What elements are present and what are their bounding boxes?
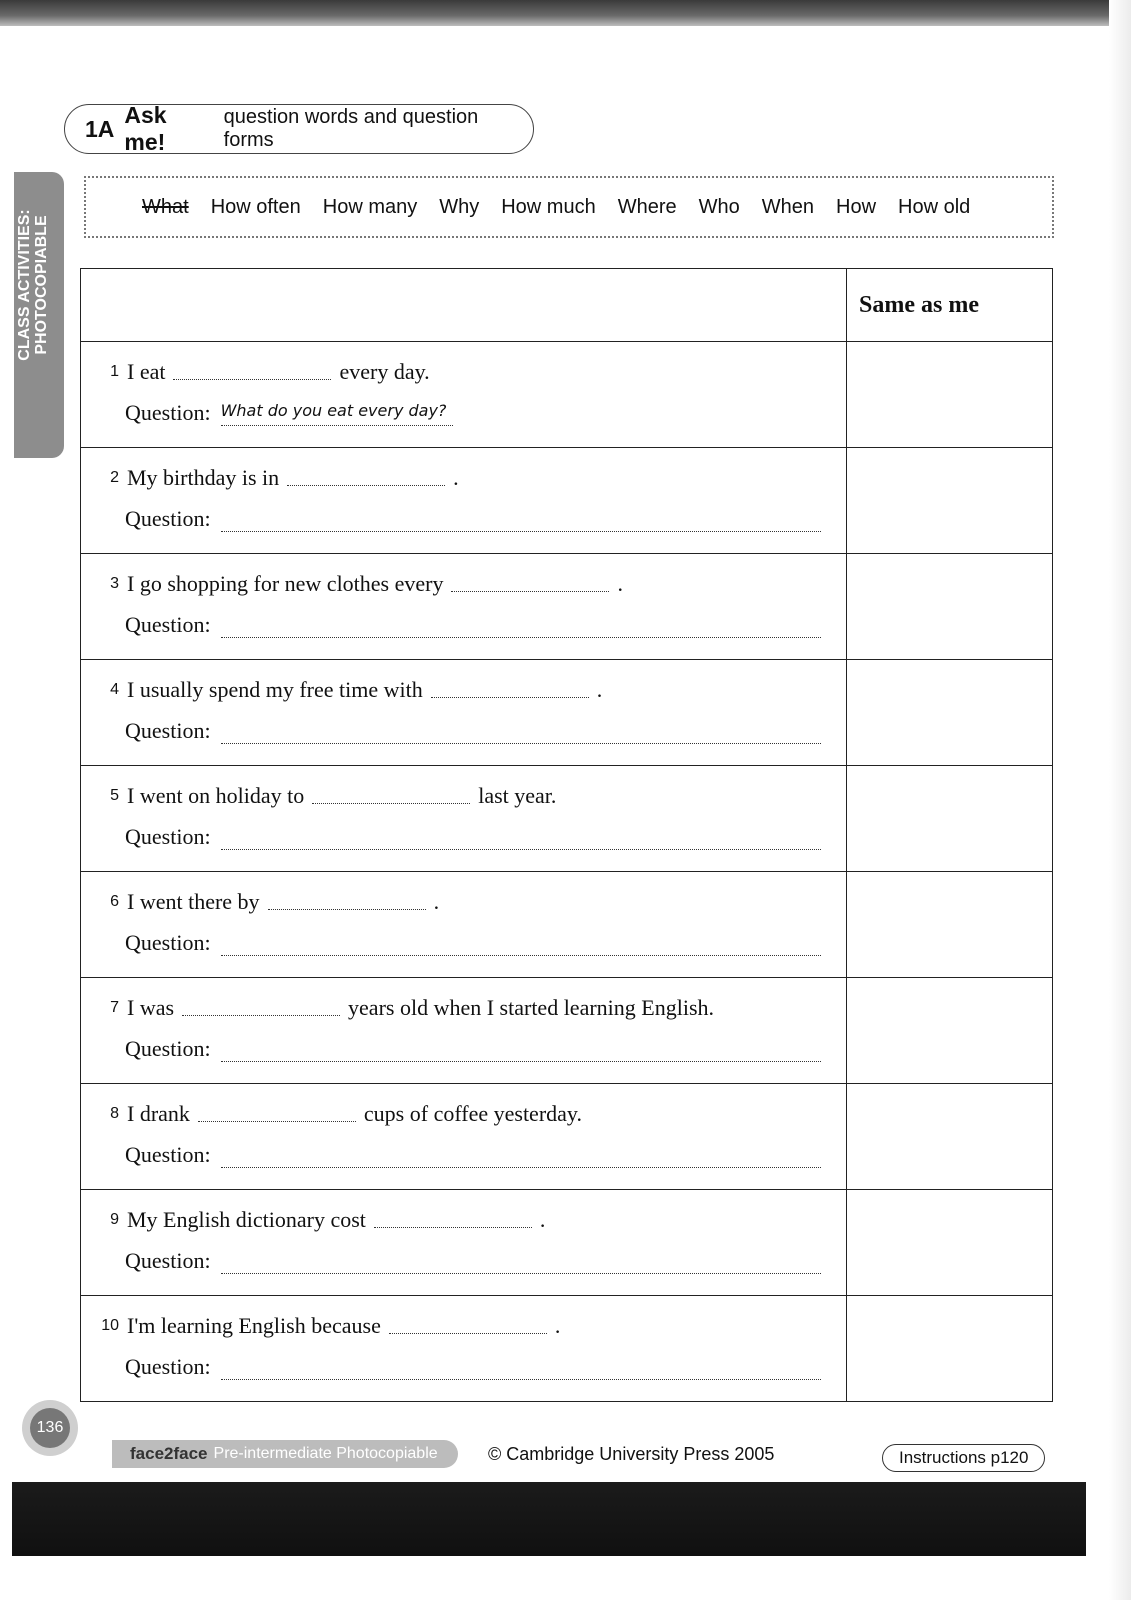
question-label: Question:	[125, 1354, 211, 1379]
question-line	[125, 506, 846, 532]
side-tab-label	[16, 170, 50, 400]
table-row	[81, 1190, 1053, 1296]
table-row	[81, 660, 1053, 766]
table-row	[81, 554, 1053, 660]
sentence	[101, 670, 846, 710]
item-number: 6	[110, 893, 119, 910]
question-word-box	[84, 176, 1054, 238]
same-as-me-cell[interactable]	[847, 1296, 1053, 1402]
sentence-start: My English dictionary cost	[127, 1207, 366, 1232]
item-number: 4	[110, 681, 119, 698]
sentence	[101, 352, 846, 392]
question-answer-field[interactable]: What do you eat every day?	[221, 401, 453, 426]
sentence-end: last year.	[478, 783, 557, 808]
sentence-end: years old when I started learning English.	[348, 995, 715, 1020]
table-row	[81, 1084, 1053, 1190]
sentence-end: .	[433, 889, 440, 914]
unit-header	[64, 104, 534, 154]
scan-top-border	[0, 0, 1131, 26]
gap-blank[interactable]	[287, 471, 445, 486]
same-as-me-cell[interactable]	[847, 554, 1053, 660]
question-answer-field[interactable]	[221, 1143, 821, 1168]
sentence-cell	[81, 978, 847, 1084]
page-number-badge: 136	[30, 1408, 70, 1448]
gap-blank[interactable]	[374, 1213, 532, 1228]
item-number: 10	[101, 1317, 119, 1334]
sentence	[101, 882, 846, 922]
question-line	[125, 612, 846, 638]
sentence-start: I drank	[127, 1101, 190, 1126]
same-as-me-cell[interactable]	[847, 872, 1053, 978]
item-number: 5	[110, 787, 119, 804]
activity-table	[80, 268, 1053, 1402]
sentence	[101, 776, 846, 816]
question-word: How	[836, 195, 877, 218]
question-word: Who	[698, 195, 740, 218]
question-label: Question:	[125, 612, 211, 637]
side-tab-line1: CLASS ACTIVITIES:	[16, 209, 33, 361]
sentence	[101, 1306, 846, 1346]
instructions-ref: Instructions p120	[882, 1444, 1045, 1472]
copyright: © Cambridge University Press 2005	[488, 1444, 775, 1464]
question-label: Question:	[125, 930, 211, 955]
item-number: 2	[110, 469, 119, 486]
question-line	[125, 1354, 846, 1380]
question-line	[125, 824, 846, 850]
same-as-me-cell[interactable]	[847, 1190, 1053, 1296]
question-answer-field[interactable]	[221, 1037, 821, 1062]
sentence-end: .	[453, 465, 459, 490]
unit-title: Ask me!	[124, 102, 167, 155]
question-line	[125, 718, 846, 744]
series-name: Pre-intermediate Photocopiable	[213, 1445, 438, 1462]
sentence	[101, 1200, 846, 1240]
table-row	[81, 448, 1053, 554]
sentence	[101, 1094, 846, 1134]
gap-blank[interactable]	[173, 365, 331, 380]
question-line	[125, 1142, 846, 1168]
question-word: How much	[501, 195, 596, 218]
same-as-me-cell[interactable]	[847, 1084, 1053, 1190]
question-word: How many	[322, 195, 418, 218]
sentence-cell	[81, 554, 847, 660]
sentence-end: .	[617, 571, 623, 596]
same-as-me-cell[interactable]	[847, 978, 1053, 1084]
question-label: Question:	[125, 824, 211, 849]
question-answer-field[interactable]	[221, 825, 821, 850]
question-word: Why	[439, 195, 480, 218]
sentence-end: .	[554, 1313, 561, 1338]
same-as-me-cell[interactable]	[847, 660, 1053, 766]
question-label: Question:	[125, 718, 211, 743]
question-word: How old	[898, 195, 971, 218]
question-word: How often	[210, 195, 301, 218]
sentence-column-header	[81, 269, 847, 342]
item-number: 8	[110, 1105, 119, 1122]
gap-blank[interactable]	[451, 577, 609, 592]
gap-blank[interactable]	[268, 895, 426, 910]
sentence-start: I was	[127, 995, 175, 1020]
question-label: Question:	[125, 1142, 211, 1167]
gap-blank[interactable]	[431, 683, 589, 698]
question-label: Question:	[125, 400, 211, 425]
table-row	[81, 342, 1053, 448]
question-answer-field[interactable]	[221, 1355, 821, 1380]
item-number: 3	[110, 575, 119, 592]
scan-right-edge	[1109, 0, 1131, 1600]
question-label: Question:	[125, 1036, 211, 1061]
sentence-cell	[81, 872, 847, 978]
question-answer-field[interactable]	[221, 719, 821, 744]
sentence-cell	[81, 1190, 847, 1296]
sentence-end: .	[539, 1207, 546, 1232]
footer-brand	[112, 1440, 458, 1468]
sentence	[101, 564, 846, 604]
same-as-me-header: Same as me	[847, 269, 1053, 342]
sentence-cell	[81, 1084, 847, 1190]
sentence-cell	[81, 448, 847, 554]
question-answer-field[interactable]	[221, 1249, 821, 1274]
sentence-cell	[81, 342, 847, 448]
sentence-end: cups of coffee yesterday.	[363, 1101, 582, 1126]
question-line	[125, 930, 846, 956]
table-body	[81, 342, 1053, 1402]
sentence-start: My birthday is in	[127, 465, 280, 490]
sentence-end: .	[596, 677, 603, 702]
question-label: Question:	[125, 506, 211, 531]
brand-name: face2face	[130, 1444, 208, 1463]
sentence-start: I eat	[127, 359, 166, 384]
scan-bottom-border	[12, 1482, 1086, 1556]
same-as-me-cell[interactable]	[847, 448, 1053, 554]
sentence-start: I go shopping for new clothes every	[127, 571, 444, 596]
gap-blank[interactable]	[198, 1107, 356, 1122]
question-line	[125, 1248, 846, 1274]
sentence	[101, 458, 846, 498]
sentence-start: I'm learning English because	[127, 1313, 381, 1338]
question-word: What	[142, 195, 189, 218]
table-row	[81, 766, 1053, 872]
table-row	[81, 872, 1053, 978]
question-answer-field[interactable]	[221, 507, 821, 532]
item-number: 9	[110, 1211, 119, 1228]
sentence-cell	[81, 660, 847, 766]
unit-code: 1A	[85, 115, 115, 142]
item-number: 7	[110, 999, 119, 1016]
unit-subtitle: question words and question forms	[223, 106, 479, 151]
item-number: 1	[110, 363, 119, 380]
question-word: When	[761, 195, 814, 218]
question-label: Question:	[125, 1248, 211, 1273]
gap-blank[interactable]	[182, 1001, 340, 1016]
sentence-end: every day.	[339, 359, 430, 384]
question-line	[125, 1036, 846, 1062]
question-answer-field[interactable]	[221, 613, 821, 638]
gap-blank[interactable]	[312, 789, 470, 804]
gap-blank[interactable]	[389, 1319, 547, 1334]
sentence-start: I usually spend my free time with	[127, 677, 423, 702]
sentence-start: I went there by	[127, 889, 260, 914]
side-tab-line2: PHOTOCOPIABLE	[33, 215, 50, 355]
sentence-cell	[81, 766, 847, 872]
sentence	[101, 988, 846, 1028]
question-word: Where	[617, 195, 677, 218]
table-row	[81, 978, 1053, 1084]
sentence-cell	[81, 1296, 847, 1402]
question-line	[125, 400, 846, 426]
table-row	[81, 1296, 1053, 1402]
same-as-me-cell[interactable]	[847, 342, 1053, 448]
same-as-me-cell[interactable]	[847, 766, 1053, 872]
question-answer-field[interactable]	[221, 931, 821, 956]
sentence-start: I went on holiday to	[127, 783, 305, 808]
